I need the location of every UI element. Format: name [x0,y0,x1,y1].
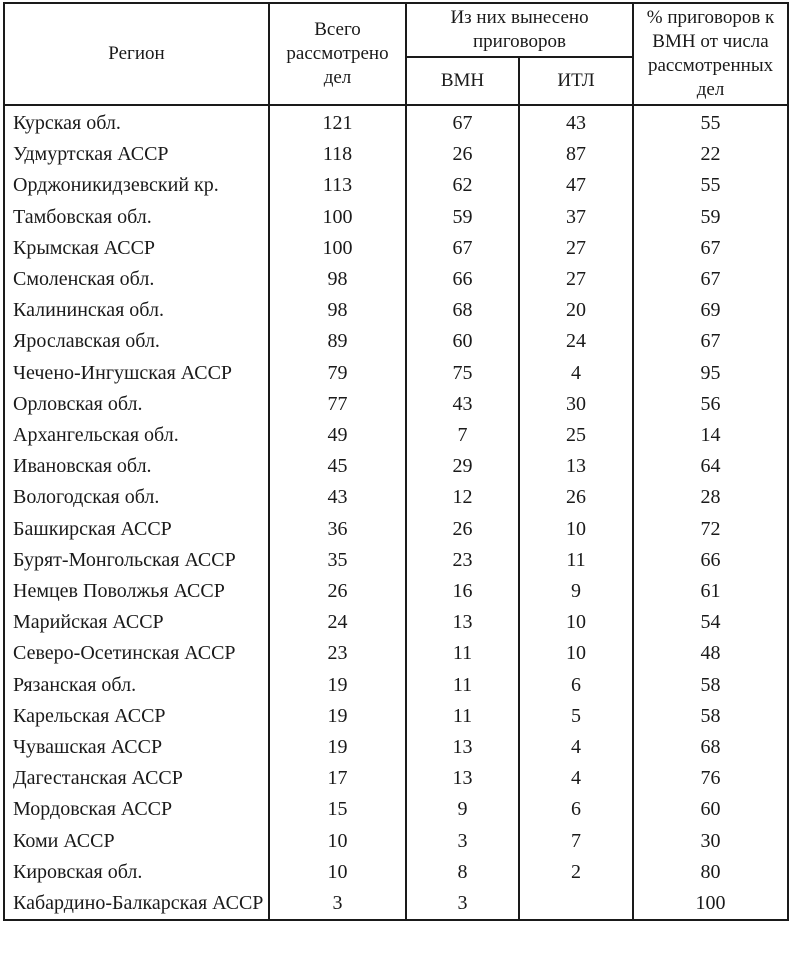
itl-cell: 26 [519,482,633,513]
vmn-cell: 13 [406,763,519,794]
table-row [4,295,788,326]
itl-cell: 27 [519,264,633,295]
percent-cell: 76 [633,763,788,794]
itl-cell: 47 [519,170,633,201]
percent-cell: 22 [633,139,788,170]
table-body [4,105,788,920]
itl-cell: 9 [519,576,633,607]
table-row [4,732,788,763]
header-total: Всего рассмотрено дел [269,3,406,105]
table-row [4,576,788,607]
region-cell: Вологодская обл. [4,482,269,513]
vmn-cell: 67 [406,105,519,139]
header-itl: ИТЛ [519,57,633,105]
itl-cell: 2 [519,857,633,888]
region-cell: Дагестанская АССР [4,763,269,794]
region-cell: Смоленская обл. [4,264,269,295]
vmn-cell: 11 [406,638,519,669]
percent-cell: 60 [633,794,788,825]
itl-cell: 6 [519,670,633,701]
total-cell: 19 [269,732,406,763]
table-row [4,826,788,857]
itl-cell: 30 [519,389,633,420]
vmn-cell: 43 [406,389,519,420]
itl-cell: 4 [519,358,633,389]
total-cell: 89 [269,326,406,357]
table-row [4,888,788,920]
region-cell: Крымская АССР [4,233,269,264]
vmn-cell: 75 [406,358,519,389]
header-sentences-group: Из них вынесено приговоров [406,3,633,57]
table-row [4,420,788,451]
vmn-cell: 66 [406,264,519,295]
itl-cell: 37 [519,202,633,233]
itl-cell: 4 [519,732,633,763]
region-cell: Рязанская обл. [4,670,269,701]
table-row [4,670,788,701]
header-vmn: ВМН [406,57,519,105]
vmn-cell: 62 [406,170,519,201]
percent-cell: 80 [633,857,788,888]
header-region: Регион [4,3,269,105]
region-cell: Чувашская АССР [4,732,269,763]
itl-cell: 5 [519,701,633,732]
vmn-cell: 11 [406,701,519,732]
itl-cell: 87 [519,139,633,170]
vmn-cell: 60 [406,326,519,357]
itl-cell: 6 [519,794,633,825]
itl-cell [519,888,633,920]
itl-cell: 10 [519,638,633,669]
region-cell: Северо-Осетинская АССР [4,638,269,669]
total-cell: 98 [269,264,406,295]
table-row [4,514,788,545]
region-cell: Орловская обл. [4,389,269,420]
table-row [4,233,788,264]
percent-cell: 100 [633,888,788,920]
region-cell: Архангельская обл. [4,420,269,451]
vmn-cell: 23 [406,545,519,576]
vmn-cell: 26 [406,139,519,170]
percent-cell: 55 [633,105,788,139]
vmn-cell: 8 [406,857,519,888]
percent-cell: 56 [633,389,788,420]
region-cell: Калининская обл. [4,295,269,326]
percent-cell: 48 [633,638,788,669]
region-cell: Башкирская АССР [4,514,269,545]
total-cell: 10 [269,857,406,888]
vmn-cell: 16 [406,576,519,607]
region-cell: Мордовская АССР [4,794,269,825]
table-row [4,607,788,638]
percent-cell: 54 [633,607,788,638]
table-row [4,264,788,295]
table-row [4,794,788,825]
region-cell: Коми АССР [4,826,269,857]
percent-cell: 64 [633,451,788,482]
vmn-cell: 7 [406,420,519,451]
percent-cell: 58 [633,670,788,701]
percent-cell: 69 [633,295,788,326]
percent-cell: 59 [633,202,788,233]
region-cell: Чечено-Ингушская АССР [4,358,269,389]
percent-cell: 67 [633,326,788,357]
total-cell: 24 [269,607,406,638]
total-cell: 26 [269,576,406,607]
table-row [4,545,788,576]
itl-cell: 24 [519,326,633,357]
table-row [4,638,788,669]
total-cell: 17 [269,763,406,794]
vmn-cell: 29 [406,451,519,482]
region-cell: Орджоникидзевский кр. [4,170,269,201]
percent-cell: 61 [633,576,788,607]
percent-cell: 14 [633,420,788,451]
table-row [4,701,788,732]
total-cell: 100 [269,202,406,233]
region-cell: Ярославская обл. [4,326,269,357]
table-row [4,451,788,482]
table-header [4,3,788,105]
vmn-cell: 3 [406,888,519,920]
vmn-cell: 11 [406,670,519,701]
region-cell: Кабардино-Балкарская АССР [4,888,269,920]
table-row [4,139,788,170]
itl-cell: 13 [519,451,633,482]
itl-cell: 10 [519,607,633,638]
table-row [4,389,788,420]
itl-cell: 20 [519,295,633,326]
total-cell: 98 [269,295,406,326]
itl-cell: 10 [519,514,633,545]
region-cell: Бурят-Монгольская АССР [4,545,269,576]
total-cell: 77 [269,389,406,420]
table-row [4,170,788,201]
table-row [4,358,788,389]
statistics-table [3,2,789,921]
total-cell: 3 [269,888,406,920]
table-row [4,482,788,513]
percent-cell: 66 [633,545,788,576]
itl-cell: 27 [519,233,633,264]
total-cell: 49 [269,420,406,451]
percent-cell: 72 [633,514,788,545]
table-row [4,326,788,357]
percent-cell: 28 [633,482,788,513]
itl-cell: 7 [519,826,633,857]
total-cell: 35 [269,545,406,576]
vmn-cell: 9 [406,794,519,825]
vmn-cell: 3 [406,826,519,857]
header-percent: % приговоров к ВМН от числа рассмотренных дел [633,3,788,105]
header-row-top [4,3,788,57]
total-cell: 19 [269,701,406,732]
table-row [4,105,788,139]
percent-cell: 68 [633,732,788,763]
total-cell: 36 [269,514,406,545]
total-cell: 10 [269,826,406,857]
itl-cell: 4 [519,763,633,794]
total-cell: 100 [269,233,406,264]
region-cell: Немцев Поволжья АССР [4,576,269,607]
vmn-cell: 26 [406,514,519,545]
percent-cell: 55 [633,170,788,201]
region-cell: Удмуртская АССР [4,139,269,170]
total-cell: 118 [269,139,406,170]
percent-cell: 67 [633,264,788,295]
percent-cell: 58 [633,701,788,732]
total-cell: 79 [269,358,406,389]
itl-cell: 25 [519,420,633,451]
vmn-cell: 13 [406,607,519,638]
region-cell: Кировская обл. [4,857,269,888]
table-row [4,763,788,794]
vmn-cell: 67 [406,233,519,264]
total-cell: 113 [269,170,406,201]
itl-cell: 11 [519,545,633,576]
total-cell: 43 [269,482,406,513]
table-row [4,202,788,233]
total-cell: 45 [269,451,406,482]
vmn-cell: 68 [406,295,519,326]
region-cell: Марийская АССР [4,607,269,638]
percent-cell: 67 [633,233,788,264]
percent-cell: 95 [633,358,788,389]
vmn-cell: 13 [406,732,519,763]
region-cell: Карельская АССР [4,701,269,732]
vmn-cell: 12 [406,482,519,513]
total-cell: 15 [269,794,406,825]
total-cell: 19 [269,670,406,701]
region-cell: Ивановская обл. [4,451,269,482]
table-row [4,857,788,888]
percent-cell: 30 [633,826,788,857]
total-cell: 23 [269,638,406,669]
region-cell: Тамбовская обл. [4,202,269,233]
region-cell: Курская обл. [4,105,269,139]
total-cell: 121 [269,105,406,139]
itl-cell: 43 [519,105,633,139]
vmn-cell: 59 [406,202,519,233]
